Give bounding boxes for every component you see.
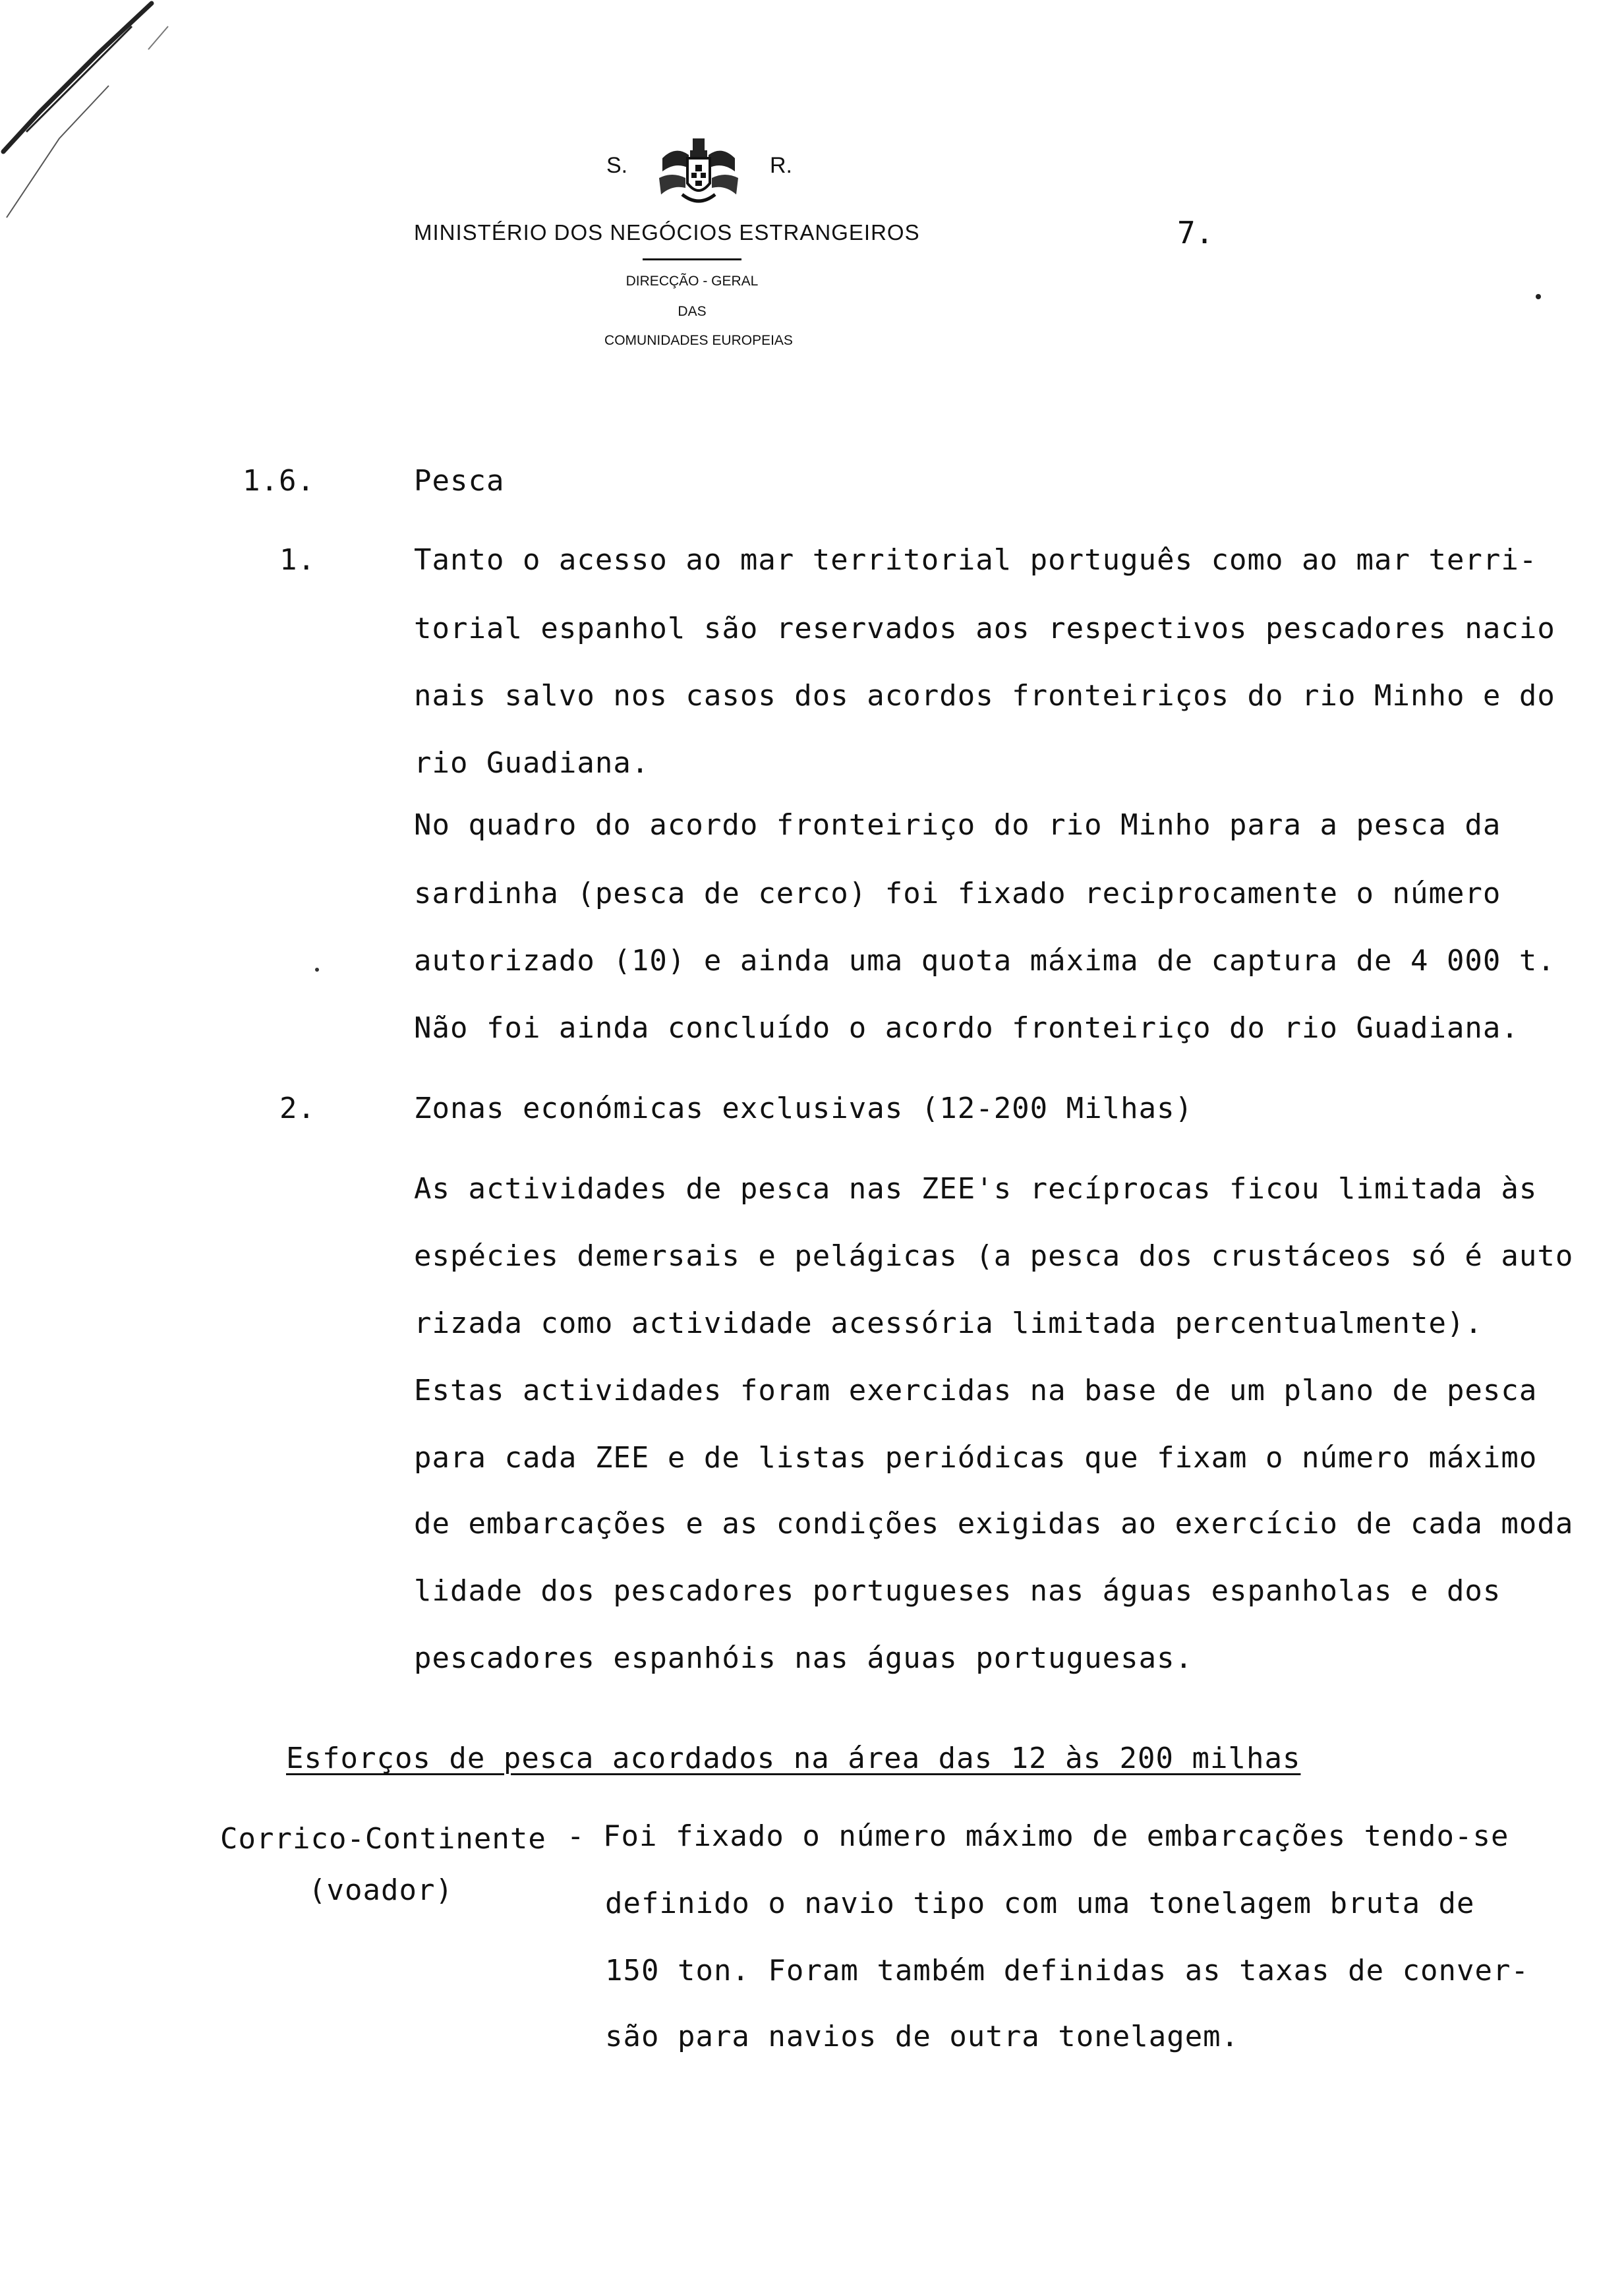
item-2-line: lidade dos pescadores portugueses nas águas espanholas e dos [414,1574,1501,1608]
item-1-line: sardinha (pesca de cerco) foi fixado reciprocamente o número [414,877,1501,910]
corrico-line: 150 ton. Foram também definidas as taxas de conver- [605,1954,1530,1987]
item-2-line: para cada ZEE e de listas periódicas que fixam o número máximo [414,1441,1538,1475]
item-2-number: 2. [279,1092,316,1125]
item-1-line: No quadro do acordo fronteiriço do rio Minho para a pesca da [414,808,1501,842]
item-1-line: Não foi ainda concluído o acordo fronteiriço do rio Guadiana. [414,1011,1519,1045]
page-number: 7. [1177,215,1214,250]
section-number: 1.6. [243,464,315,498]
coat-of-arms-icon [649,132,748,211]
item-2-heading: Zonas económicas exclusivas (12-200 Milhas) [414,1092,1194,1125]
item-2-line: espécies demersais e pelágicas (a pesca dos crustáceos só é auto [414,1239,1574,1273]
corrico-label: Corrico-Continente [220,1822,546,1856]
item-1-line: Tanto o acesso ao mar territorial português como ao mar terri- [414,543,1538,577]
corrico-sublabel: (voador) [308,1873,453,1907]
item-1-line: rio Guadiana. [414,746,650,780]
header-divider [643,258,741,260]
stray-dot-mark [315,968,319,972]
item-2-line: pescadores espanhóis nas águas portuguesas. [414,1641,1194,1675]
corrico-line: são para navios de outra tonelagem. [605,2020,1240,2053]
dept-line-1: DIRECÇÃO - GERAL [625,274,759,289]
stray-dot-mark [1536,294,1541,299]
efforts-subheading: Esforços de pesca acordados na área das 12 às 200 milhas [286,1742,1301,1775]
item-1-line: torial espanhol são reservados aos respectivos pescadores nacio [414,612,1555,645]
section-title: Pesca [414,464,505,498]
item-2-line: As actividades de pesca nas ZEE's recíprocas ficou limitada às [414,1172,1538,1206]
corrico-line: definido o navio tipo com uma tonelagem bruta de [605,1887,1475,1920]
item-2-line: Estas actividades foram exercidas na base de um plano de pesca [414,1374,1538,1407]
item-1-number: 1. [279,543,316,577]
item-1-line: autorizado (10) e ainda uma quota máxima de captura de 4 000 t. [414,944,1555,978]
item-2-line: de embarcações e as condições exigidas ao exercício de cada moda [414,1507,1574,1541]
corrico-line: - Foi fixado o número máximo de embarcações tendo-se [567,1819,1509,1853]
dept-line-2: DAS [678,304,707,319]
pen-stroke-mark [0,0,198,237]
item-2-line: rizada como actividade acessória limitada percentualmente). [414,1307,1483,1340]
header-r-letter: R. [770,153,792,178]
header-s-letter: S. [606,153,628,178]
ministry-title: MINISTÉRIO DOS NEGÓCIOS ESTRANGEIROS [414,220,920,245]
dept-line-3: COMUNIDADES EUROPEIAS [604,333,793,348]
item-1-line: nais salvo nos casos dos acordos fronteiriços do rio Minho e do [414,679,1555,713]
